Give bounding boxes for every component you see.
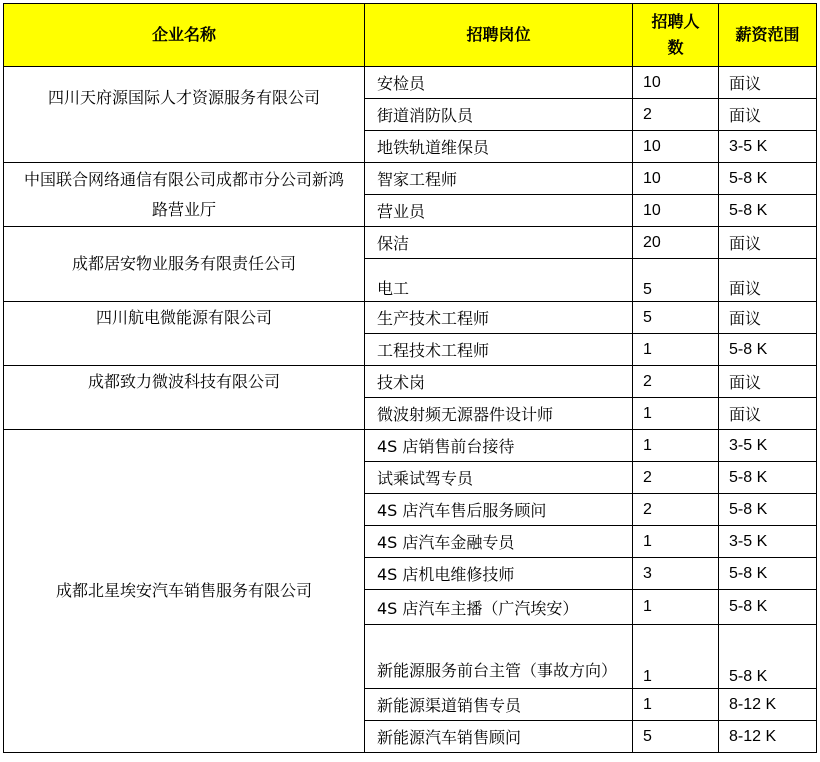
job-salary: 面议 [719,67,817,99]
job-count: 2 [633,366,719,398]
header-position: 招聘岗位 [365,4,633,67]
job-count: 1 [633,334,719,366]
job-count: 20 [633,227,719,259]
job-position: 4S 店汽车售后服务顾问 [365,494,633,526]
job-position: 安检员 [365,67,633,99]
header-company: 企业名称 [4,4,365,67]
company-name: 成都居安物业服务有限责任公司 [4,227,365,302]
job-position: 街道消防队员 [365,99,633,131]
job-position: 试乘试驾专员 [365,462,633,494]
company-name: 四川天府源国际人才资源服务有限公司 [4,67,365,163]
job-salary: 面议 [719,398,817,430]
job-position: 电工 [365,259,633,302]
company-name: 成都北星埃安汽车销售服务有限公司 [4,430,365,753]
job-position: 新能源渠道销售专员 [365,689,633,721]
job-position: 保洁 [365,227,633,259]
job-count: 10 [633,163,719,195]
job-position: 4S 店汽车主播（广汽埃安） [365,590,633,625]
job-salary: 5-8 K [719,494,817,526]
job-salary: 5-8 K [719,625,817,689]
job-position: 生产技术工程师 [365,302,633,334]
company-name: 中国联合网络通信有限公司成都市分公司新鸿路营业厅 [4,163,365,227]
job-count: 5 [633,721,719,753]
job-salary: 5-8 K [719,462,817,494]
job-salary: 5-8 K [719,558,817,590]
company-name: 四川航电微能源有限公司 [4,302,365,366]
job-salary: 5-8 K [719,163,817,195]
job-salary: 8-12 K [719,689,817,721]
table-row [4,67,817,99]
job-salary: 5-8 K [719,590,817,625]
job-position: 4S 店销售前台接待 [365,430,633,462]
job-salary: 面议 [719,302,817,334]
table-row [4,366,817,398]
job-count: 1 [633,689,719,721]
job-position: 4S 店机电维修技师 [365,558,633,590]
job-position: 新能源汽车销售顾问 [365,721,633,753]
job-count: 1 [633,430,719,462]
job-salary: 面议 [719,259,817,302]
table-row [4,302,817,334]
job-count: 10 [633,195,719,227]
job-salary: 8-12 K [719,721,817,753]
job-count: 1 [633,526,719,558]
job-position: 工程技术工程师 [365,334,633,366]
job-salary: 5-8 K [719,334,817,366]
header-count: 招聘人数 [633,4,719,67]
recruitment-table [3,3,817,753]
job-salary: 3-5 K [719,430,817,462]
job-position: 地铁轨道维保员 [365,131,633,163]
header-salary: 薪资范围 [719,4,817,67]
job-salary: 面议 [719,227,817,259]
job-position: 技术岗 [365,366,633,398]
header-row [4,4,817,67]
job-count: 2 [633,99,719,131]
job-salary: 面议 [719,99,817,131]
job-count: 5 [633,302,719,334]
job-count: 2 [633,494,719,526]
job-salary: 面议 [719,366,817,398]
job-count: 3 [633,558,719,590]
job-count: 10 [633,67,719,99]
table-row [4,430,817,462]
table-row [4,227,817,259]
job-count: 1 [633,625,719,689]
job-count: 10 [633,131,719,163]
job-position: 新能源服务前台主管（事故方向） [365,625,633,689]
job-count: 1 [633,398,719,430]
job-count: 1 [633,590,719,625]
job-salary: 3-5 K [719,131,817,163]
company-name: 成都致力微波科技有限公司 [4,366,365,430]
job-salary: 5-8 K [719,195,817,227]
job-position: 营业员 [365,195,633,227]
job-count: 5 [633,259,719,302]
job-count: 2 [633,462,719,494]
job-position: 4S 店汽车金融专员 [365,526,633,558]
job-salary: 3-5 K [719,526,817,558]
job-position: 微波射频无源器件设计师 [365,398,633,430]
table-row [4,163,817,195]
job-position: 智家工程师 [365,163,633,195]
